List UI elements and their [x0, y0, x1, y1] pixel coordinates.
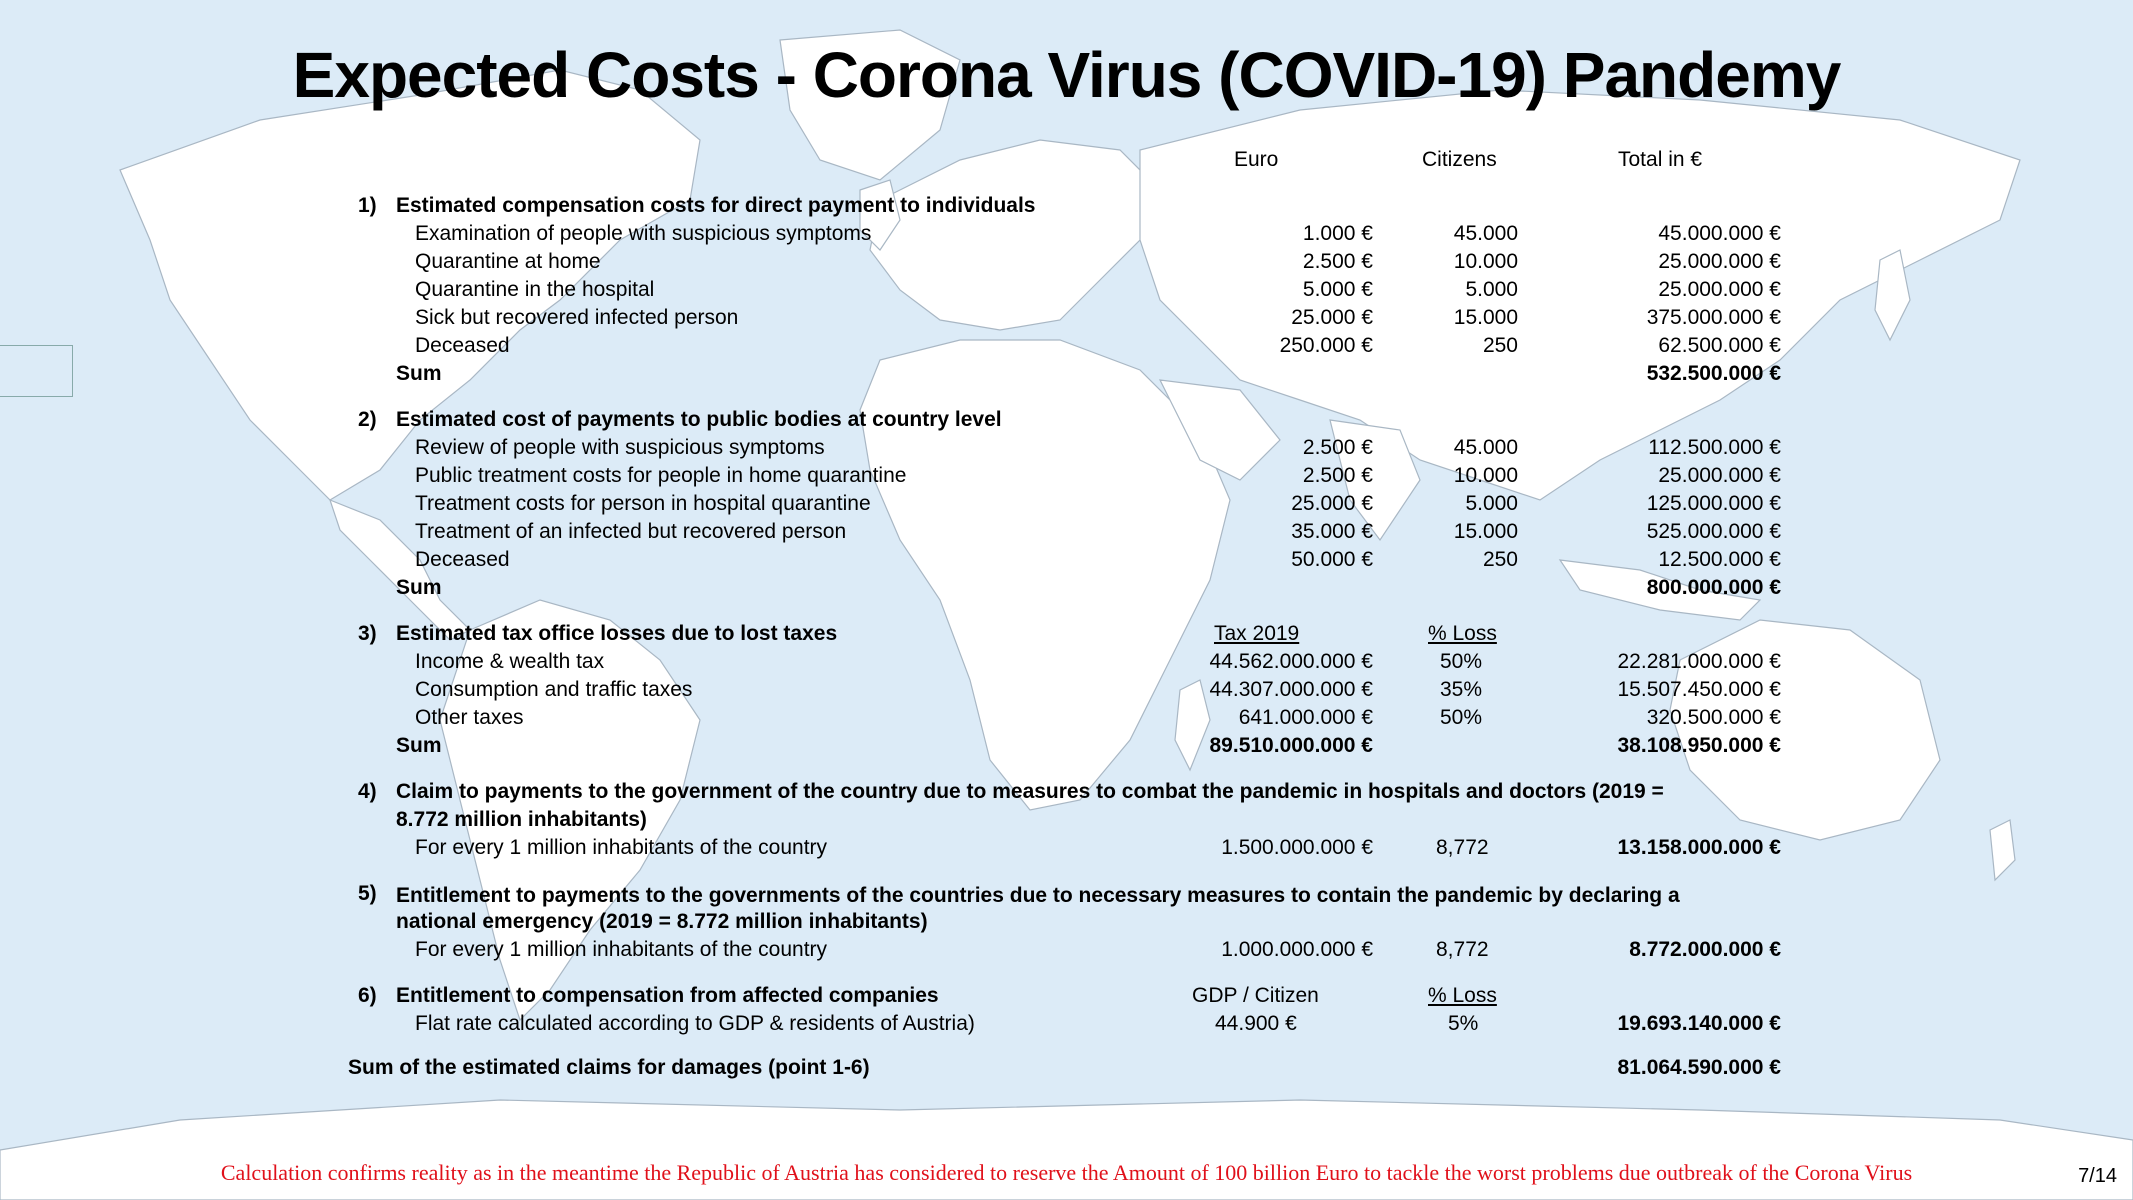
row-citizens: 45.000: [1453, 436, 1518, 459]
table-row: [0, 250, 2133, 278]
row-label: Deceased: [415, 548, 510, 571]
row-total: 375.000.000 €: [1646, 306, 1781, 329]
table-row: [0, 836, 2133, 864]
grand-total-row: [0, 1056, 2133, 1084]
sum-total: 800.000.000 €: [1646, 576, 1781, 599]
row-label: Examination of people with suspicious symptoms: [415, 222, 872, 245]
row-gdp: 44.900 €: [1215, 1012, 1297, 1035]
row-tax: 44.307.000.000 €: [1209, 678, 1373, 701]
row-total: 13.158.000.000 €: [1617, 836, 1781, 859]
row-euro: 1.500.000.000 €: [1221, 836, 1373, 859]
footer-note: Calculation confirms reality as in the meantime the Republic of Austria has considered to reserve the Amount of 100 billion Euro to tackle the worst problems due outbreak of the Corona Virus: [220, 1160, 1913, 1185]
row-euro: 1.000 €: [1302, 222, 1373, 245]
sum-tax: 89.510.000.000 €: [1209, 734, 1373, 757]
row-label: Deceased: [415, 334, 510, 357]
row-citizens: 8,772: [1436, 938, 1489, 961]
row-citizens: 45.000: [1453, 222, 1518, 245]
row-loss: 50%: [1440, 650, 1483, 673]
row-euro: 2.500 €: [1302, 250, 1373, 273]
table-row: [0, 938, 2133, 966]
table-row: [0, 436, 2133, 464]
table-row: [0, 650, 2133, 678]
section-3-number: 3): [358, 622, 377, 645]
grand-total-label: Sum of the estimated claims for damages (point 1-6): [348, 1056, 870, 1079]
row-euro: 1.000.000.000 €: [1221, 938, 1373, 961]
page-number: 7/14: [2078, 1165, 2117, 1187]
row-citizens: 5.000: [1465, 278, 1518, 301]
row-euro: 5.000 €: [1302, 278, 1373, 301]
row-total: 25.000.000 €: [1658, 464, 1781, 487]
row-label: Review of people with suspicious symptoms: [415, 436, 825, 459]
row-total: 45.000.000 €: [1658, 222, 1781, 245]
table-row: [0, 492, 2133, 520]
column-header-tax-2019: Tax 2019: [1214, 622, 1300, 645]
sum-label: Sum: [396, 734, 442, 757]
row-label: Sick but recovered infected person: [415, 306, 739, 329]
section-2-number: 2): [358, 408, 377, 431]
section-5-title-line1: Entitlement to payments to the governments of the countries due to necessary measures to contain the pandemic by declaring a: [396, 884, 1680, 907]
row-label: Consumption and traffic taxes: [415, 678, 693, 701]
row-euro: 25.000 €: [1291, 306, 1373, 329]
row-citizens: 5.000: [1465, 492, 1518, 515]
row-total: 12.500.000 €: [1658, 548, 1781, 571]
row-total: 25.000.000 €: [1658, 250, 1781, 273]
row-total: 25.000.000 €: [1658, 278, 1781, 301]
row-label: Treatment costs for person in hospital quarantine: [415, 492, 871, 515]
section-4-title-line1: Claim to payments to the government of the country due to measures to combat the pandemic in hospitals and doctors (2019 =: [396, 780, 1664, 803]
row-loss: 50%: [1440, 706, 1483, 729]
row-label: Quarantine at home: [415, 250, 601, 273]
sum-row: [0, 576, 2133, 604]
row-euro: 50.000 €: [1291, 548, 1373, 571]
column-header-euro: Euro: [1234, 148, 1279, 171]
row-euro: 2.500 €: [1302, 436, 1373, 459]
row-total: 19.693.140.000 €: [1617, 1012, 1781, 1035]
row-citizens: 250: [1482, 548, 1518, 571]
row-citizens: 15.000: [1453, 306, 1518, 329]
sum-label: Sum: [396, 362, 442, 385]
section-5-title-line2: national emergency (2019 = 8.772 million inhabitants): [396, 910, 928, 933]
grand-total-value: 81.064.590.000 €: [1617, 1056, 1781, 1079]
section-1-number: 1): [358, 194, 377, 217]
row-total: 15.507.450.000 €: [1617, 678, 1781, 701]
row-label: Income & wealth tax: [415, 650, 605, 673]
row-total: 112.500.000 €: [1648, 436, 1781, 459]
row-total: 125.000.000 €: [1646, 492, 1781, 515]
column-header-citizens: Citizens: [1422, 148, 1497, 171]
table-row: [0, 1012, 2133, 1040]
row-label: Other taxes: [415, 706, 524, 729]
table-row: [0, 464, 2133, 492]
page-title: Expected Costs - Corona Virus (COVID-19) Pandemy: [292, 39, 1841, 111]
row-euro: 35.000 €: [1291, 520, 1373, 543]
section-6-title: Entitlement to compensation from affected companies: [396, 984, 939, 1007]
table-row: [0, 334, 2133, 362]
row-euro: 25.000 €: [1291, 492, 1373, 515]
row-total: 320.500.000 €: [1646, 706, 1781, 729]
table-row: [0, 306, 2133, 334]
table-row: [0, 520, 2133, 548]
sum-row: [0, 734, 2133, 762]
row-label: Public treatment costs for people in home quarantine: [415, 464, 907, 487]
section-4-title-line2: 8.772 million inhabitants): [396, 808, 647, 831]
column-header-total: Total in €: [1618, 148, 1703, 171]
section-3-title: Estimated tax office losses due to lost taxes: [396, 622, 838, 645]
row-total: 62.500.000 €: [1658, 334, 1781, 357]
row-loss: 5%: [1448, 1012, 1479, 1035]
table-row: [0, 706, 2133, 734]
row-citizens: 250: [1482, 334, 1518, 357]
column-header-loss: % Loss: [1428, 622, 1497, 645]
row-euro: 2.500 €: [1302, 464, 1373, 487]
section-2-title: Estimated cost of payments to public bodies at country level: [396, 408, 1002, 431]
sum-total: 532.500.000 €: [1646, 362, 1781, 385]
row-total: 525.000.000 €: [1646, 520, 1781, 543]
row-tax: 44.562.000.000 €: [1209, 650, 1373, 673]
row-euro: 250.000 €: [1279, 334, 1373, 357]
row-loss: 35%: [1440, 678, 1483, 701]
row-label: Flat rate calculated according to GDP & residents of Austria): [415, 1012, 975, 1035]
section-4-number: 4): [358, 780, 377, 803]
row-citizens: 10.000: [1453, 464, 1518, 487]
sum-total: 38.108.950.000 €: [1617, 734, 1781, 757]
row-total: 8.772.000.000 €: [1629, 938, 1781, 961]
sum-label: Sum: [396, 576, 442, 599]
row-label: Quarantine in the hospital: [415, 278, 655, 301]
row-label: Treatment of an infected but recovered person: [415, 520, 847, 543]
table-row: [0, 278, 2133, 306]
row-citizens: 15.000: [1453, 520, 1518, 543]
row-tax: 641.000.000 €: [1238, 706, 1373, 729]
row-total: 22.281.000.000 €: [1617, 650, 1781, 673]
section-5-number: 5): [358, 882, 377, 905]
row-label: For every 1 million inhabitants of the country: [415, 836, 828, 859]
row-label: For every 1 million inhabitants of the country: [415, 938, 828, 961]
row-citizens: 8,772: [1436, 836, 1489, 859]
column-header-gdp-citizen: GDP / Citizen: [1192, 984, 1319, 1007]
table-row: [0, 222, 2133, 250]
table-row: [0, 678, 2133, 706]
sum-row: [0, 362, 2133, 390]
table-row: [0, 548, 2133, 576]
section-6-number: 6): [358, 984, 377, 1007]
section-1-title: Estimated compensation costs for direct payment to individuals: [396, 194, 1036, 217]
row-citizens: 10.000: [1453, 250, 1518, 273]
column-header-loss: % Loss: [1428, 984, 1497, 1007]
